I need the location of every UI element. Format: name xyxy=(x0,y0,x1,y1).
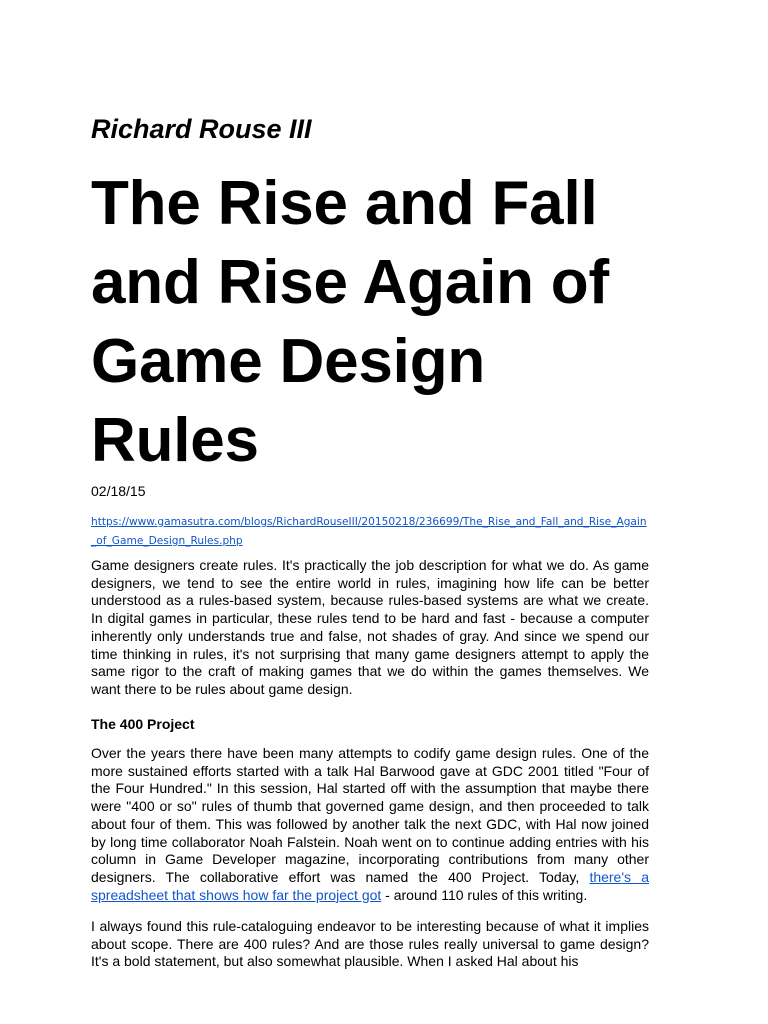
publish-date: 02/18/15 xyxy=(91,483,146,499)
paragraph-text: Over the years there have been many attempts to codify game design rules. One of the more sustained efforts started with a talk Hal Barwood gave at GDC 2001 titled "Four of the Four Hundred." In this session, Hal started off with the assumption that maybe there were "400 or so" rules of thumb that governed game design, and then proceeded to talk about four of them. This was followed by another talk the next GDC, with Hal now joined by long time collaborator Noah Falstein. Noah went on to continue adding entries with his column in Game Developer magazine, incorporating contributions from many other designers. The collaborative effort was named the 400 Project. Today, xyxy=(91,745,649,885)
intro-paragraph: Game designers create rules. It's practically the job description for what we do. As game designers, we tend to see the entire world in rules, imagining how life can be better understood as a rules-based system, because rules-based systems are what we create. In digital games in particular, these rules tend to be hard and fast - because a computer inherently only understands true and false, not shades of gray. And since we spend our time thinking in rules, it's not surprising that many game designers attempt to apply the same rigor to the craft of making games that we do within the games themselves. We want there to be rules about game design. xyxy=(91,557,649,697)
author-name: Richard Rouse III xyxy=(91,114,312,144)
section-heading: The 400 Project xyxy=(91,716,195,732)
paragraph-text: - around 110 rules of this writing. xyxy=(381,886,588,903)
spreadsheet-link[interactable]: there's a spreadsheet that shows how far the project got xyxy=(91,868,649,903)
source-url-link[interactable]: https://www.gamasutra.com/blogs/RichardRouseIII/20150218/236699/The_Rise_and_Fall_and_Rise_Again_of_Game_Design_Rules.php xyxy=(91,516,647,547)
article-title: The Rise and Fall and Rise Again of Game Design Rules xyxy=(91,169,609,475)
section-paragraph xyxy=(91,745,649,904)
closing-paragraph: I always found this rule-cataloguing endeavor to be interesting because of what it implies about scope. There are 400 rules? And are those rules really universal to game design? It's a bold statement, but also somewhat plausible. When I asked Hal about his xyxy=(91,918,649,970)
